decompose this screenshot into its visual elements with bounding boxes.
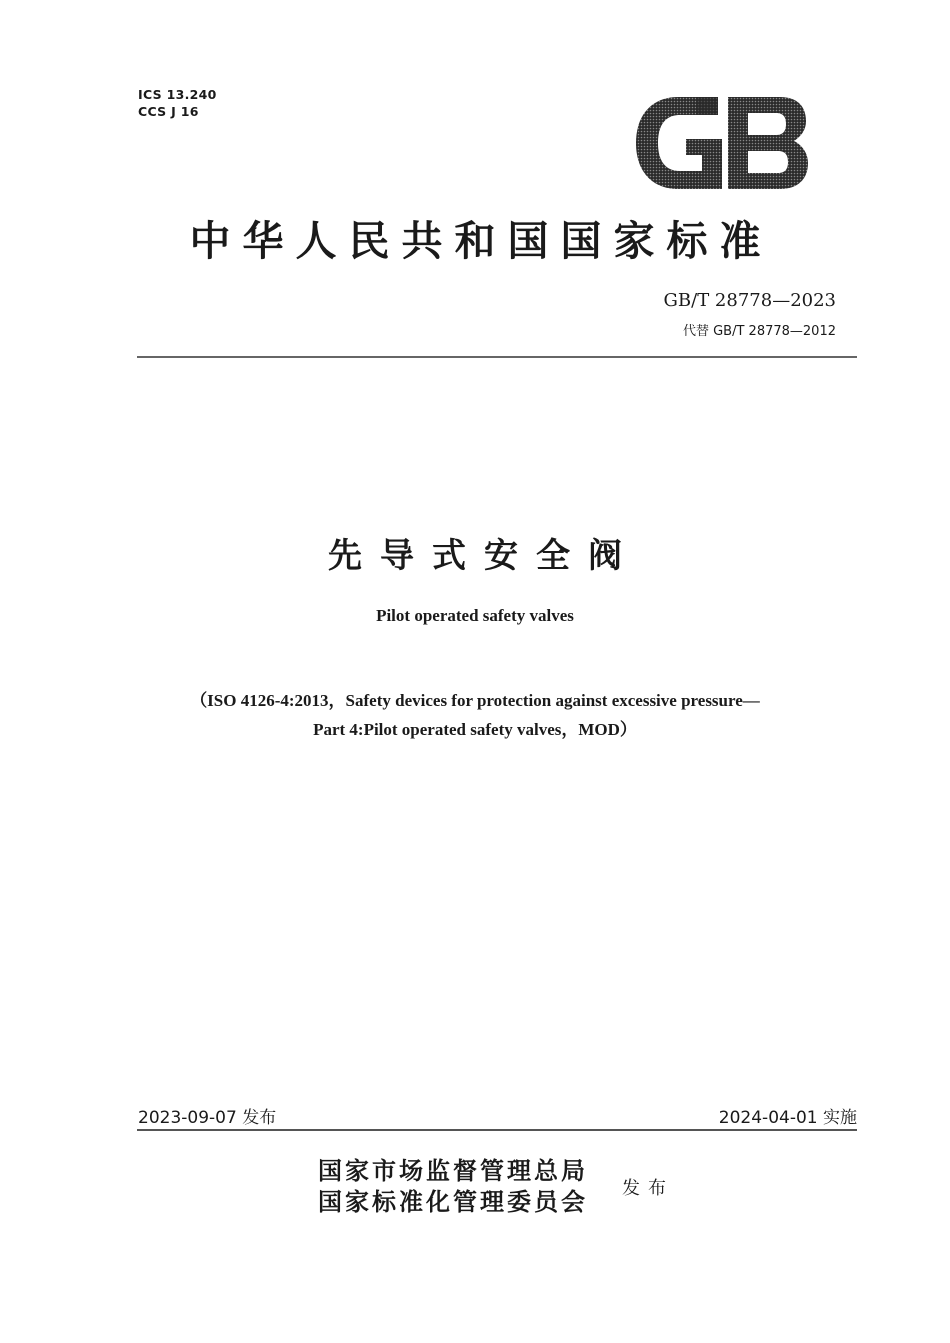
publish-label: 发布 — [622, 1178, 674, 1199]
issue-date: 2023-09-07 发布 — [138, 1108, 277, 1128]
gb-logo — [634, 97, 810, 189]
implementation-date: 2024-04-01 实施 — [718, 1108, 857, 1128]
document-title-en: Pilot operated safety valves — [376, 606, 574, 625]
iso-reference-line1: （ISO 4126-4:2013，Safety devices for protection against excessive pressure— — [190, 691, 760, 710]
top-divider — [137, 356, 857, 358]
bottom-divider — [137, 1129, 857, 1131]
document-title-cn: 先导式安全阀 — [328, 536, 640, 576]
iso-reference — [0, 686, 950, 744]
ccs-code: CCS J 16 — [138, 104, 199, 119]
replaces-standard: 代替 GB/T 28778—2012 — [682, 324, 836, 339]
national-standard-title: 中华人民共和国国家标准 — [189, 217, 773, 265]
classification-codes — [138, 86, 217, 120]
iso-reference-line2: Part 4:Pilot operated safety valves，MOD） — [313, 720, 637, 739]
publisher-samr: 国家市场监督管理总局 — [318, 1156, 588, 1185]
standard-number: GB/T 28778—2023 — [663, 290, 836, 311]
publisher-sac: 国家标准化管理委员会 — [318, 1187, 588, 1216]
ics-code: ICS 13.240 — [138, 87, 217, 102]
publishers — [318, 1155, 588, 1217]
